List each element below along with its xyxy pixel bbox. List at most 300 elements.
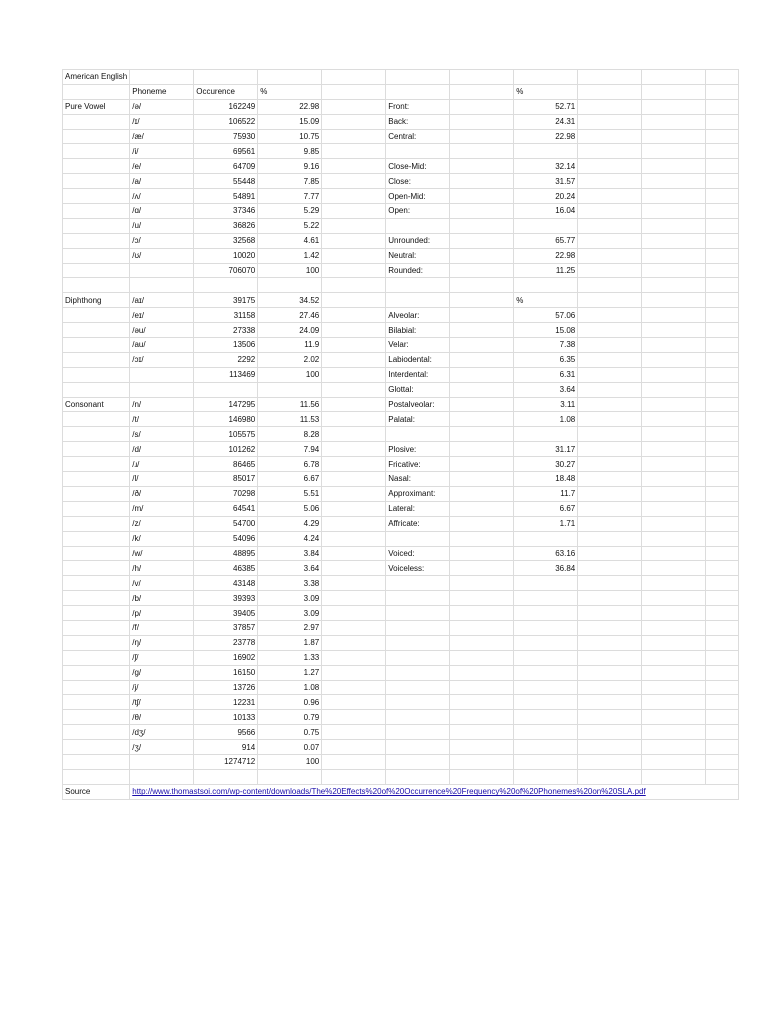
sheet-cell	[578, 70, 642, 85]
sheet-row	[63, 323, 739, 338]
percent-cell: 0.96	[258, 695, 322, 710]
sheet-cell	[322, 531, 386, 546]
sheet-cell	[578, 323, 642, 338]
percent-cell: 11.9	[258, 338, 322, 353]
sheet-cell	[386, 606, 450, 621]
sheet-cell	[514, 680, 578, 695]
sheet-cell	[706, 248, 739, 263]
sheet-cell	[642, 382, 706, 397]
sheet-title: American English	[63, 70, 130, 85]
sheet-cell	[514, 144, 578, 159]
sheet-cell	[450, 457, 514, 472]
occurrence-cell: 70298	[194, 486, 258, 501]
sheet-cell	[322, 680, 386, 695]
stat-value: 6.31	[514, 367, 578, 382]
sheet-cell	[706, 650, 739, 665]
sheet-cell	[322, 576, 386, 591]
sheet-cell	[450, 650, 514, 665]
percent-cell: 9.16	[258, 159, 322, 174]
stat-value: 32.14	[514, 159, 578, 174]
sheet-cell	[450, 159, 514, 174]
sheet-cell	[322, 635, 386, 650]
phoneme-cell: /ɪ/	[130, 114, 194, 129]
percent-cell: 2.97	[258, 620, 322, 635]
phoneme-cell: /dʒ/	[130, 725, 194, 740]
sheet-row	[63, 680, 739, 695]
sheet-cell	[450, 323, 514, 338]
sheet-cell	[322, 323, 386, 338]
occurrence-cell: 36826	[194, 218, 258, 233]
sheet-cell	[578, 352, 642, 367]
phoneme-cell: /θ/	[130, 710, 194, 725]
group-label: Diphthong	[63, 293, 130, 308]
sheet-cell	[450, 84, 514, 99]
sheet-cell	[578, 293, 642, 308]
sheet-cell	[322, 159, 386, 174]
phoneme-cell: /æ/	[130, 129, 194, 144]
sheet-row	[63, 308, 739, 323]
sheet-cell	[706, 367, 739, 382]
group-label: Pure Vowel	[63, 99, 130, 114]
sheet-cell	[386, 695, 450, 710]
sheet-cell	[578, 561, 642, 576]
sheet-cell	[322, 293, 386, 308]
sheet-cell	[706, 501, 739, 516]
sheet-cell	[386, 531, 450, 546]
sheet-cell	[258, 278, 322, 293]
sheet-cell	[450, 352, 514, 367]
sheet-cell	[386, 427, 450, 442]
percent-cell: 3.09	[258, 591, 322, 606]
phoneme-cell: /z/	[130, 516, 194, 531]
sheet-row	[63, 99, 739, 114]
sheet-cell	[514, 665, 578, 680]
sheet-cell	[450, 546, 514, 561]
sheet-cell	[322, 99, 386, 114]
stat-label: Close-Mid:	[386, 159, 450, 174]
sheet-cell	[578, 114, 642, 129]
percent-cell: 9.85	[258, 144, 322, 159]
stat-label: Front:	[386, 99, 450, 114]
sheet-cell	[450, 382, 514, 397]
sheet-cell	[578, 427, 642, 442]
sheet-cell	[322, 754, 386, 769]
sheet-cell	[706, 635, 739, 650]
sheet-cell	[63, 635, 130, 650]
stat-value: 31.17	[514, 442, 578, 457]
sheet-cell	[450, 740, 514, 755]
sheet-cell	[706, 591, 739, 606]
stat-value: 16.04	[514, 204, 578, 219]
sheet-cell	[450, 427, 514, 442]
sheet-cell	[63, 189, 130, 204]
sheet-cell	[706, 218, 739, 233]
sheet-cell	[706, 457, 739, 472]
occurrence-cell: 37346	[194, 204, 258, 219]
sheet-cell	[642, 263, 706, 278]
sheet-cell	[450, 338, 514, 353]
sheet-cell	[578, 263, 642, 278]
sheet-cell	[706, 382, 739, 397]
sheet-row	[63, 159, 739, 174]
phoneme-cell: /i/	[130, 144, 194, 159]
sheet-cell	[63, 650, 130, 665]
sheet-cell	[63, 278, 130, 293]
sheet-cell	[450, 501, 514, 516]
occurrence-cell: 13506	[194, 338, 258, 353]
occurrence-cell: 2292	[194, 352, 258, 367]
stat-label: Voiceless:	[386, 561, 450, 576]
sheet-cell	[514, 591, 578, 606]
sheet-cell	[63, 561, 130, 576]
stat-label: Close:	[386, 174, 450, 189]
phoneme-cell: /əu/	[130, 323, 194, 338]
sheet-cell	[514, 576, 578, 591]
percent-cell: 5.29	[258, 204, 322, 219]
sheet-cell	[578, 218, 642, 233]
sheet-cell	[514, 754, 578, 769]
percent-cell: 27.46	[258, 308, 322, 323]
sheet-cell	[578, 531, 642, 546]
occurrence-cell: 54096	[194, 531, 258, 546]
sheet-row	[63, 725, 739, 740]
sheet-cell	[578, 665, 642, 680]
sheet-cell	[450, 576, 514, 591]
stat-value: 22.98	[514, 129, 578, 144]
sheet-cell	[706, 323, 739, 338]
phoneme-cell: /n/	[130, 397, 194, 412]
sheet-cell	[450, 70, 514, 85]
sheet-cell	[450, 233, 514, 248]
sheet-cell	[386, 218, 450, 233]
sheet-cell	[706, 695, 739, 710]
occurrence-cell: 146980	[194, 412, 258, 427]
sheet-cell	[386, 278, 450, 293]
phoneme-cell: /aɪ/	[130, 293, 194, 308]
sheet-cell	[63, 412, 130, 427]
percent-cell: 0.79	[258, 710, 322, 725]
occurrence-cell: 43148	[194, 576, 258, 591]
sheet-cell	[386, 591, 450, 606]
phoneme-cell: /e/	[130, 159, 194, 174]
spreadsheet-table	[62, 69, 739, 800]
phoneme-cell: /k/	[130, 531, 194, 546]
sheet-cell	[514, 635, 578, 650]
sheet-cell	[450, 248, 514, 263]
sheet-cell	[706, 472, 739, 487]
sheet-cell	[578, 650, 642, 665]
stat-value: 52.71	[514, 99, 578, 114]
sheet-cell	[706, 174, 739, 189]
total-percent-cell: 100	[258, 754, 322, 769]
percent-cell: 1.42	[258, 248, 322, 263]
sheet-cell	[63, 769, 130, 784]
occurrence-cell: 106522	[194, 114, 258, 129]
sheet-cell	[642, 412, 706, 427]
sheet-cell	[706, 352, 739, 367]
sheet-cell	[63, 144, 130, 159]
sheet-cell	[63, 486, 130, 501]
occurrence-cell: 13726	[194, 680, 258, 695]
stat-value: 57.06	[514, 308, 578, 323]
sheet-cell	[578, 189, 642, 204]
phoneme-cell: /ʒ/	[130, 740, 194, 755]
stat-value: 3.64	[514, 382, 578, 397]
sheet-cell	[706, 531, 739, 546]
occurrence-cell: 48895	[194, 546, 258, 561]
phoneme-cell: /ɔɪ/	[130, 352, 194, 367]
phoneme-cell: /v/	[130, 576, 194, 591]
sheet-cell	[450, 710, 514, 725]
occurrence-cell: 9566	[194, 725, 258, 740]
percent-cell: 4.24	[258, 531, 322, 546]
sheet-cell	[63, 457, 130, 472]
sheet-cell	[130, 367, 194, 382]
sheet-cell	[706, 233, 739, 248]
sheet-cell	[706, 278, 739, 293]
stat-header: %	[514, 293, 578, 308]
sheet-cell	[578, 546, 642, 561]
sheet-cell	[706, 710, 739, 725]
stat-header: %	[514, 84, 578, 99]
sheet-cell	[450, 308, 514, 323]
sheet-cell	[258, 769, 322, 784]
sheet-row	[63, 576, 739, 591]
sheet-row	[63, 784, 739, 799]
occurrence-cell: 54700	[194, 516, 258, 531]
sheet-cell	[578, 695, 642, 710]
sheet-cell	[706, 427, 739, 442]
sheet-cell	[642, 576, 706, 591]
sheet-cell	[194, 70, 258, 85]
sheet-cell	[642, 70, 706, 85]
sheet-cell	[706, 159, 739, 174]
occurrence-cell: 16902	[194, 650, 258, 665]
sheet-row	[63, 263, 739, 278]
sheet-cell	[386, 576, 450, 591]
phoneme-cell: /eɪ/	[130, 308, 194, 323]
sheet-cell	[578, 84, 642, 99]
sheet-row	[63, 338, 739, 353]
occurrence-cell: 105575	[194, 427, 258, 442]
sheet-cell	[578, 457, 642, 472]
percent-cell: 7.77	[258, 189, 322, 204]
stat-label: Approximant:	[386, 486, 450, 501]
sheet-cell	[386, 293, 450, 308]
sheet-cell	[322, 427, 386, 442]
sheet-cell	[578, 233, 642, 248]
sheet-cell	[450, 204, 514, 219]
sheet-row	[63, 665, 739, 680]
sheet-cell	[642, 650, 706, 665]
sheet-cell	[578, 204, 642, 219]
phoneme-cell: /ɔ/	[130, 233, 194, 248]
sheet-cell	[63, 576, 130, 591]
sheet-cell	[642, 546, 706, 561]
occurrence-cell: 55448	[194, 174, 258, 189]
phoneme-cell: /w/	[130, 546, 194, 561]
sheet-cell	[642, 397, 706, 412]
sheet-cell	[706, 204, 739, 219]
sheet-cell	[706, 293, 739, 308]
sheet-cell	[63, 740, 130, 755]
sheet-row	[63, 412, 739, 427]
sheet-cell	[578, 635, 642, 650]
stat-label: Postalveolar:	[386, 397, 450, 412]
occurrence-cell: 147295	[194, 397, 258, 412]
sheet-cell	[322, 382, 386, 397]
stat-value: 1.08	[514, 412, 578, 427]
sheet-row	[63, 486, 739, 501]
sheet-cell	[450, 472, 514, 487]
phoneme-cell: /d/	[130, 442, 194, 457]
phoneme-cell: /l/	[130, 472, 194, 487]
sheet-cell	[386, 620, 450, 635]
sheet-cell	[450, 561, 514, 576]
sheet-cell	[514, 710, 578, 725]
sheet-cell	[514, 650, 578, 665]
sheet-cell	[642, 308, 706, 323]
source-link[interactable]: http://www.thomastsoi.com/wp-content/downloads/The%20Effects%20of%20Occurrence%20Frequency%20of%20Phonemes%20on%20SLA.pdf	[130, 784, 739, 799]
sheet-cell	[450, 680, 514, 695]
phoneme-cell: /ɹ/	[130, 457, 194, 472]
stat-label: Central:	[386, 129, 450, 144]
sheet-cell	[322, 695, 386, 710]
sheet-cell	[63, 114, 130, 129]
percent-cell: 1.33	[258, 650, 322, 665]
sheet-cell	[642, 293, 706, 308]
sheet-cell	[578, 620, 642, 635]
occurrence-cell: 31158	[194, 308, 258, 323]
percent-cell: 10.75	[258, 129, 322, 144]
sheet-cell	[322, 70, 386, 85]
sheet-row	[63, 710, 739, 725]
percent-cell: 7.94	[258, 442, 322, 457]
sheet-row	[63, 189, 739, 204]
sheet-cell	[63, 263, 130, 278]
sheet-cell	[642, 144, 706, 159]
sheet-cell	[322, 397, 386, 412]
sheet-row	[63, 754, 739, 769]
sheet-cell	[63, 472, 130, 487]
sheet-cell	[386, 769, 450, 784]
sheet-row	[63, 233, 739, 248]
sheet-cell	[450, 606, 514, 621]
sheet-row	[63, 561, 739, 576]
stat-value: 31.57	[514, 174, 578, 189]
sheet-cell	[63, 665, 130, 680]
sheet-cell	[642, 114, 706, 129]
sheet-cell	[706, 769, 739, 784]
total-percent-cell: 100	[258, 367, 322, 382]
sheet-cell	[63, 427, 130, 442]
stat-label: Interdental:	[386, 367, 450, 382]
stat-value: 36.84	[514, 561, 578, 576]
sheet-cell	[63, 218, 130, 233]
percent-cell: 24.09	[258, 323, 322, 338]
sheet-cell	[322, 486, 386, 501]
percent-cell: 3.84	[258, 546, 322, 561]
sheet-cell	[578, 486, 642, 501]
stat-label: Open:	[386, 204, 450, 219]
occurrence-cell: 914	[194, 740, 258, 755]
sheet-cell	[578, 308, 642, 323]
sheet-cell	[642, 99, 706, 114]
stat-value: 1.71	[514, 516, 578, 531]
stat-value: 6.67	[514, 501, 578, 516]
sheet-cell	[578, 740, 642, 755]
stat-label: Affricate:	[386, 516, 450, 531]
stat-label: Glottal:	[386, 382, 450, 397]
sheet-cell	[63, 442, 130, 457]
sheet-cell	[322, 472, 386, 487]
stat-label: Nasal:	[386, 472, 450, 487]
sheet-cell	[322, 263, 386, 278]
sheet-cell	[450, 397, 514, 412]
percent-cell: 11.56	[258, 397, 322, 412]
sheet-row	[63, 546, 739, 561]
sheet-cell	[706, 516, 739, 531]
sheet-cell	[642, 233, 706, 248]
sheet-cell	[386, 144, 450, 159]
occurrence-cell: 46385	[194, 561, 258, 576]
percent-cell: 1.27	[258, 665, 322, 680]
sheet-cell	[322, 561, 386, 576]
phoneme-cell: /f/	[130, 620, 194, 635]
sheet-cell	[322, 710, 386, 725]
sheet-row	[63, 606, 739, 621]
sheet-cell	[578, 680, 642, 695]
sheet-cell	[514, 620, 578, 635]
sheet-cell	[642, 710, 706, 725]
sheet-cell	[642, 591, 706, 606]
sheet-cell	[706, 620, 739, 635]
sheet-cell	[63, 501, 130, 516]
percent-cell: 22.98	[258, 99, 322, 114]
sheet-cell	[63, 84, 130, 99]
sheet-cell	[706, 84, 739, 99]
sheet-cell	[322, 129, 386, 144]
sheet-cell	[642, 635, 706, 650]
sheet-row	[63, 70, 739, 85]
sheet-cell	[514, 427, 578, 442]
stat-value: 11.7	[514, 486, 578, 501]
sheet-cell	[63, 129, 130, 144]
sheet-cell	[63, 531, 130, 546]
sheet-cell	[322, 769, 386, 784]
sheet-cell	[706, 754, 739, 769]
percent-cell: 34.52	[258, 293, 322, 308]
sheet-row	[63, 531, 739, 546]
sheet-cell	[386, 680, 450, 695]
sheet-cell	[642, 769, 706, 784]
sheet-cell	[450, 189, 514, 204]
sheet-row	[63, 382, 739, 397]
sheet-cell	[706, 70, 739, 85]
sheet-cell	[63, 591, 130, 606]
sheet-cell	[706, 740, 739, 755]
sheet-cell	[386, 710, 450, 725]
occurrence-cell: 37857	[194, 620, 258, 635]
sheet-cell	[322, 546, 386, 561]
sheet-cell	[642, 323, 706, 338]
sheet-cell	[63, 606, 130, 621]
sheet-cell	[450, 99, 514, 114]
sheet-cell	[450, 486, 514, 501]
sheet-row	[63, 144, 739, 159]
occurrence-cell: 162249	[194, 99, 258, 114]
column-header: %	[258, 84, 322, 99]
